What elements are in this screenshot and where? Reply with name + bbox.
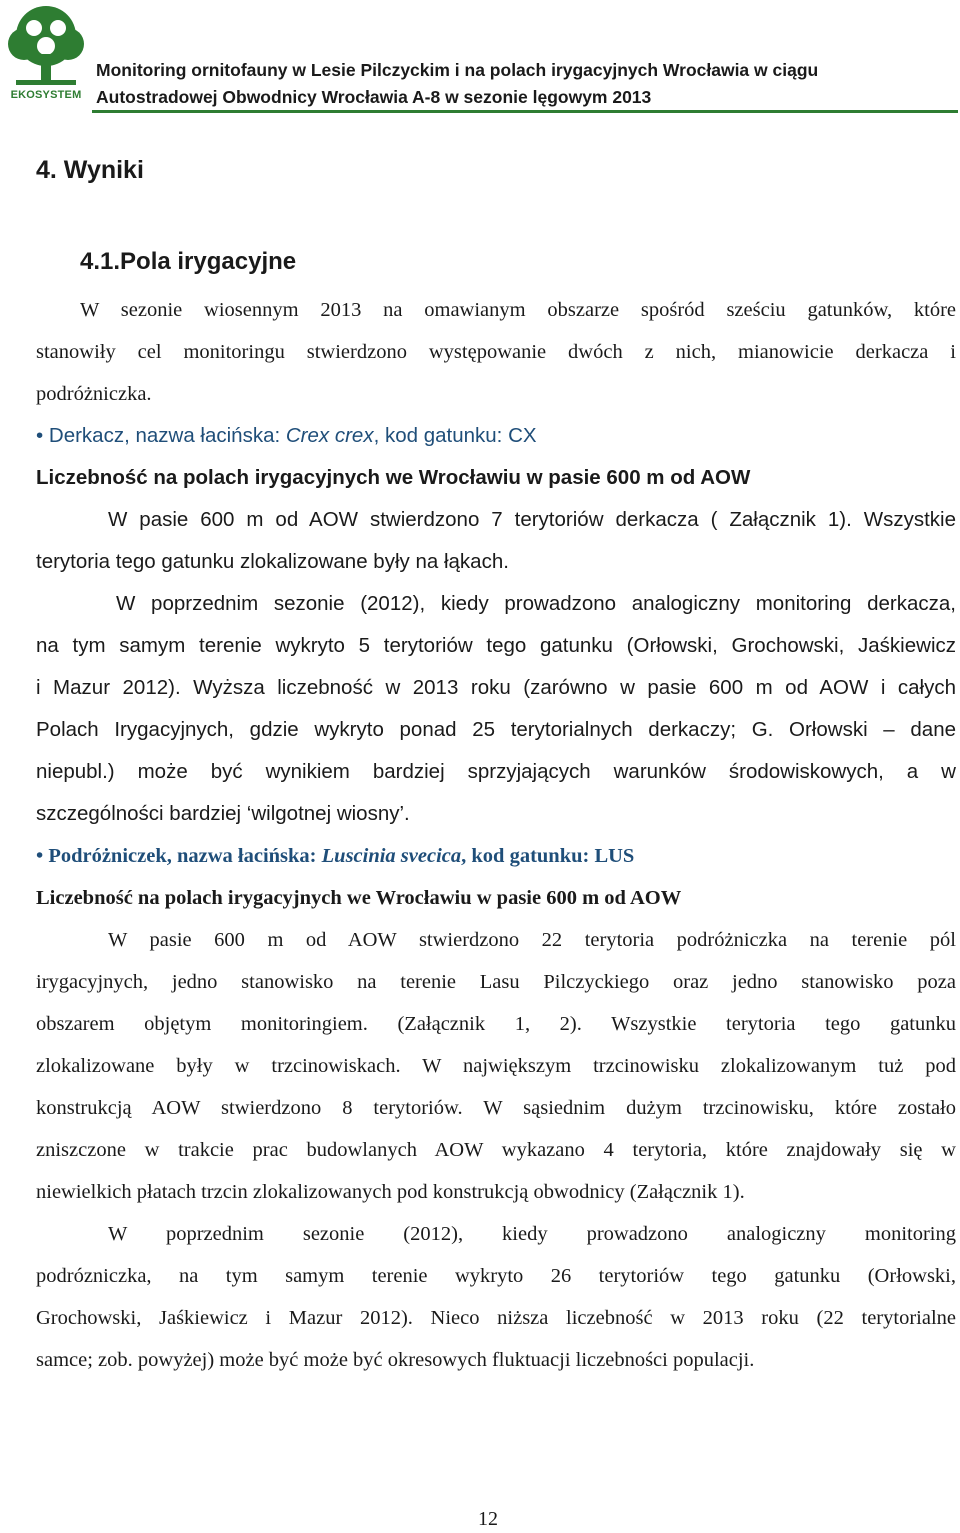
intro-line-3: podróżniczka. <box>36 383 152 405</box>
derkacz-p2-line-6: szczególności bardziej ‘wilgotnej wiosny’. <box>36 802 410 825</box>
intro-line-1: W sezonie wiosennym 2013 na omawianym obszarze spośród sześciu gatunków, które <box>80 299 956 321</box>
derkacz-p2-line-1: W poprzednim sezonie (2012), kiedy prowadzono analogiczny monitoring derkacza, <box>116 592 956 615</box>
podrozniczek-p1-line-1: W pasie 600 m od AOW stwierdzono 22 terytoria podróżniczka na terenie pól <box>108 929 956 951</box>
derkacz-latin-name: Crex crex <box>285 424 374 447</box>
title-line-1: Monitoring ornitofauny w Lesie Pilczyckim i na polach irygacyjnych Wrocławia w ciągu <box>96 60 819 80</box>
podrozniczek-p1-line-2: irygacyjnych, jedno stanowisko na terenie Lasu Pilczyckiego oraz jedno stanowisko poza <box>36 971 956 993</box>
derkacz-subheading: Liczebność na polach irygacyjnych we Wrocławiu w pasie 600 m od AOW <box>36 466 751 489</box>
podrozniczek-p2-line-4: samce; zob. powyżej) może być może być okresowych fluktuacji liczebności populacji. <box>36 1349 755 1371</box>
subsection-heading: 4.1.Pola irygacyjne <box>80 248 297 275</box>
derkacz-p2-line-5: niepubl.) może być wynikiem bardziej sprzyjających warunków środowiskowych, a w <box>36 760 956 783</box>
page-header <box>0 0 960 112</box>
derkacz-title-a: Derkacz, nazwa łacińska: <box>48 424 286 447</box>
podrozniczek-latin-name: Luscinia svecica <box>321 845 462 867</box>
podrozniczek-title <box>36 843 634 869</box>
podrozniczek-p1-line-4: zlokalizowane były w trzcinowiskach. W największym trzcinowisku zlokalizowanym tuż pod <box>36 1055 956 1077</box>
derkacz-p1-line-1: W pasie 600 m od AOW stwierdzono 7 terytoriów derkacza ( Załącznik 1). Wszystkie <box>108 508 956 531</box>
bullet: • <box>36 845 44 867</box>
title-line-2: Autostradowej Obwodnicy Wrocławia A-8 w sezonie lęgowym 2013 <box>96 87 652 107</box>
logo-text: EKOSYSTEM <box>10 89 82 101</box>
derkacz-p2-line-2: na tym samym terenie wykryto 5 terytoriów tego gatunku (Orłowski, Grochowski, Jaśkiewicz <box>36 634 956 657</box>
podrozniczek-p2-line-3: Grochowski, Jaśkiewicz i Mazur 2012). Nieco niższa liczebność w 2013 roku (22 terytorialne <box>36 1307 956 1329</box>
podrozniczek-p2-line-2: podrózniczka, na tym samym terenie wykryto 26 terytoriów tego gatunku (Orłowski, <box>36 1265 956 1287</box>
derkacz-title <box>36 423 537 449</box>
podrozniczek-p1-line-3: obszarem objętym monitoringiem. (Załącznik 1, 2). Wszystkie terytoria tego gatunku <box>36 1013 956 1035</box>
derkacz-p1-line-2: terytoria tego gatunku zlokalizowane były na łąkach. <box>36 550 509 573</box>
bullet: • <box>36 424 44 447</box>
podrozniczek-title-a: Podróżniczek, nazwa łacińska: <box>48 845 322 867</box>
podrozniczek-p1-line-7: niewielkich płatach trzcin zlokalizowanych pod konstrukcją obwodnicy (Załącznik 1). <box>36 1181 745 1203</box>
podrozniczek-p1-line-6: zniszczone w trakcie prac budowlanych AOW wykazano 4 terytoria, które znajdowały się w <box>36 1139 956 1161</box>
podrozniczek-subheading: Liczebność na polach irygacyjnych we Wrocławiu w pasie 600 m od AOW <box>36 887 682 909</box>
section-heading: 4. Wyniki <box>36 156 144 184</box>
podrozniczek-p1-line-5: konstrukcją AOW stwierdzono 8 terytoriów. W sąsiednim dużym trzcinowisku, które zostało <box>36 1097 956 1119</box>
intro-line-2: stanowiły cel monitoringu stwierdzono występowanie dwóch z nich, mianowicie derkacza i <box>36 341 956 363</box>
derkacz-p2-line-4: Polach Irygacyjnych, gdzie wykryto ponad 25 terytorialnych derkaczy; G. Orłowski – dane <box>36 718 956 741</box>
ekosystem-logo <box>4 4 88 104</box>
podrozniczek-title-b: , kod gatunku: LUS <box>461 845 635 867</box>
podrozniczek-p2-line-1: W poprzednim sezonie (2012), kiedy prowadzono analogiczny monitoring <box>108 1223 956 1245</box>
page-number: 12 <box>478 1508 498 1530</box>
derkacz-p2-line-3: i Mazur 2012). Wyższa liczebność w 2013 roku (zarówno w pasie 600 m od AOW i całych <box>36 676 956 699</box>
document-title <box>96 57 956 111</box>
header-divider <box>92 110 958 113</box>
derkacz-title-b: , kod gatunku: CX <box>373 424 537 447</box>
tree-icon <box>4 4 88 90</box>
